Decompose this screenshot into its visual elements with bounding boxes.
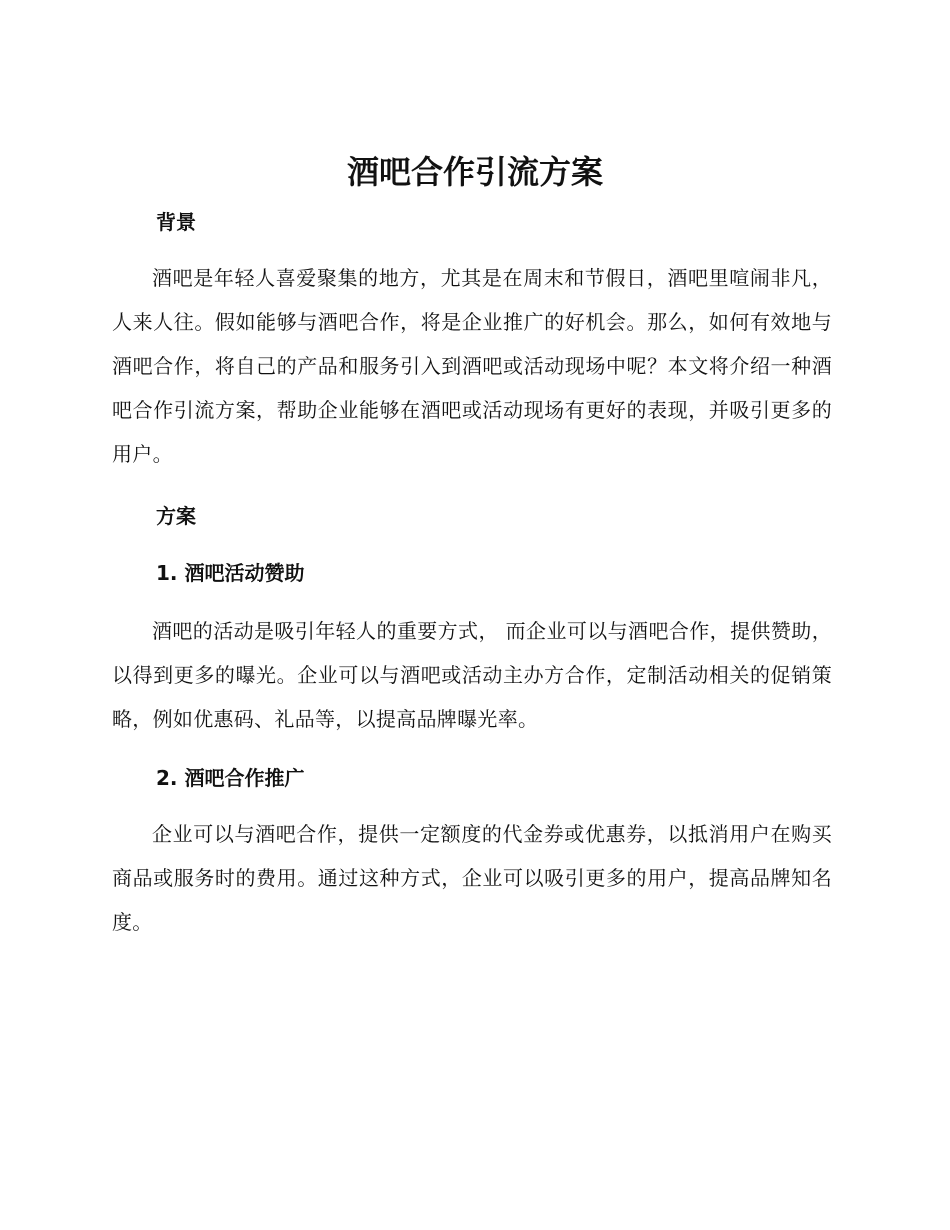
background-paragraph: 酒吧是年轻人喜爱聚集的地方，尤其是在周末和节假日，酒吧里喧闹非凡，人来人往。假如能够与酒吧合作，将是企业推广的好机会。那么，如何有效地与酒吧合作，将自己的产品和服务引入到酒吧或活动现场中呢？本文将介绍一种酒吧合作引流方案，帮助企业能够在酒吧或活动现场有更好的表现，并吸引更多的用户。 [112,266,832,466]
document-title: 酒吧合作引流方案 [346,153,603,191]
section-heading-sponsorship: 1. 酒吧活动赞助 [156,561,305,585]
section-heading-promotion: 2. 酒吧合作推广 [156,766,305,790]
promotion-paragraph: 企业可以与酒吧合作，提供一定额度的代金券或优惠券，以抵消用户在购买商品或服务时的费用。通过这种方式，企业可以吸引更多的用户，提高品牌知名度。 [112,822,832,934]
section-heading-background: 背景 [156,210,196,234]
sponsorship-paragraph: 酒吧的活动是吸引年轻人的重要方式， 而企业可以与酒吧合作，提供赞助，以得到更多的曝光。企业可以与酒吧或活动主办方合作，定制活动相关的促销策略，例如优惠码、礼品等，以提高品牌曝光率。 [112,619,832,731]
section-heading-plan: 方案 [156,504,196,528]
